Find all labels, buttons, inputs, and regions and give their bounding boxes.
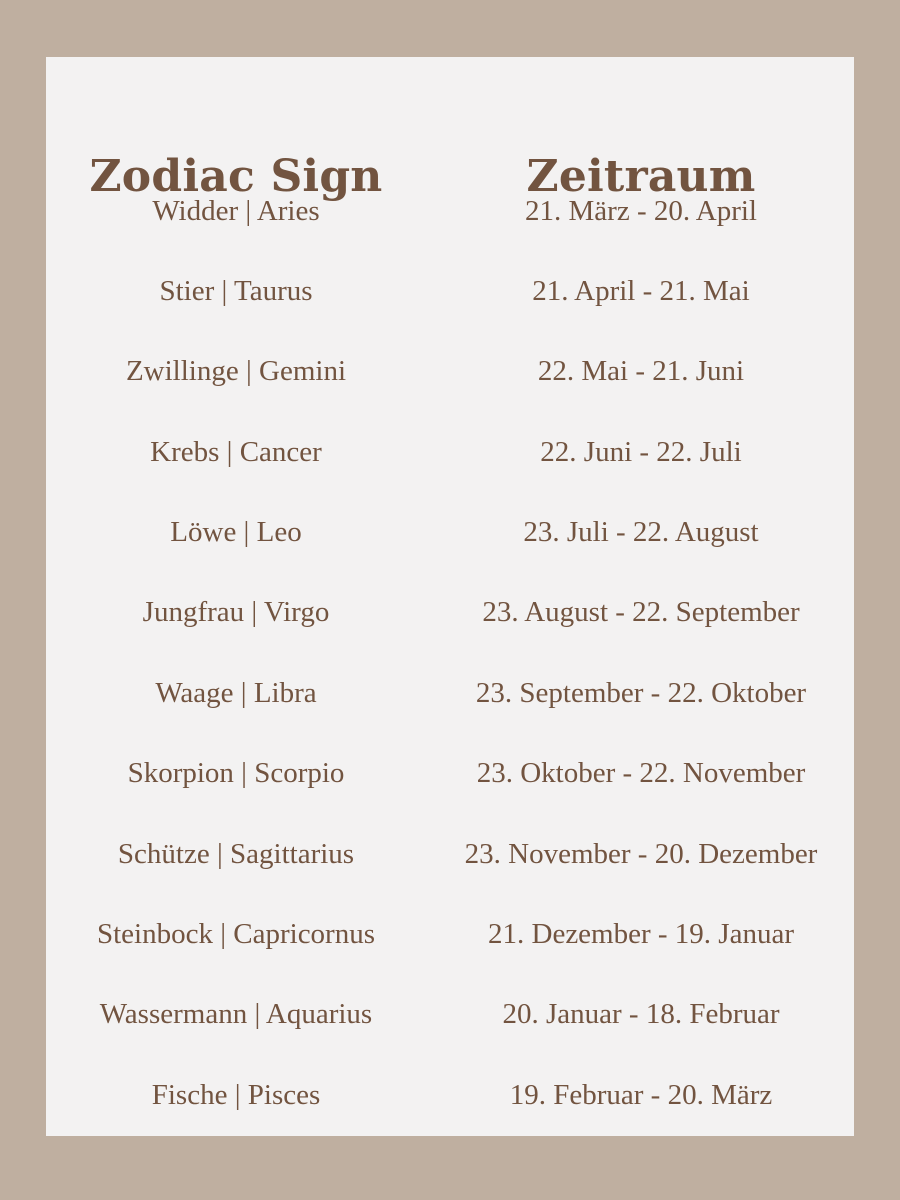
- header-zodiac-sign: Zodiac Sign: [89, 150, 383, 202]
- table-row: [46, 673, 854, 753]
- period-cell: 20. Januar - 18. Februar: [502, 998, 780, 1031]
- zodiac-sign-cell: Zwillinge | Gemini: [125, 355, 347, 388]
- table-row: [46, 593, 854, 673]
- period-cell: 21. Dezember - 19. Januar: [488, 918, 794, 951]
- zodiac-sign-cell: Krebs | Cancer: [150, 435, 322, 468]
- table-row: [46, 432, 854, 512]
- table-row: [46, 1075, 854, 1155]
- table-row: [46, 352, 854, 432]
- period-cell: 23. Juli - 22. August: [523, 516, 759, 549]
- zodiac-table-card: [46, 57, 854, 1136]
- header-zeitraum: Zeitraum: [526, 150, 756, 202]
- period-cell: 23. November - 20. Dezember: [464, 837, 818, 870]
- zodiac-sign-cell: Skorpion | Scorpio: [127, 757, 345, 790]
- zodiac-sign-cell: Waage | Libra: [155, 676, 317, 709]
- table-row: [46, 995, 854, 1075]
- period-cell: 22. Mai - 21. Juni: [537, 355, 745, 388]
- table-row: [46, 271, 854, 351]
- period-cell: 23. August - 22. September: [482, 596, 800, 629]
- period-cell: 23. Oktober - 22. November: [476, 757, 806, 790]
- zodiac-sign-cell: Schütze | Sagittarius: [117, 837, 355, 870]
- period-cell: 22. Juni - 22. Juli: [540, 435, 742, 468]
- zodiac-sign-cell: Löwe | Leo: [170, 516, 302, 549]
- zodiac-sign-cell: Jungfrau | Virgo: [142, 596, 330, 629]
- table-row: [46, 513, 854, 593]
- table-row: [46, 834, 854, 914]
- period-cell: 19. Februar - 20. März: [509, 1078, 773, 1111]
- zodiac-sign-cell: Widder | Aries: [152, 194, 320, 227]
- table-row: [46, 191, 854, 271]
- zodiac-sign-cell: Stier | Taurus: [159, 274, 313, 307]
- period-cell: 23. September - 22. Oktober: [475, 676, 807, 709]
- zodiac-sign-cell: Steinbock | Capricornus: [96, 918, 376, 951]
- table-row: [46, 754, 854, 834]
- period-cell: 21. April - 21. Mai: [532, 274, 750, 307]
- zodiac-sign-cell: Fische | Pisces: [151, 1078, 321, 1111]
- zodiac-rows: [46, 191, 854, 1156]
- period-cell: 21. März - 20. April: [525, 194, 757, 227]
- zodiac-sign-cell: Wassermann | Aquarius: [99, 998, 373, 1031]
- table-row: [46, 915, 854, 995]
